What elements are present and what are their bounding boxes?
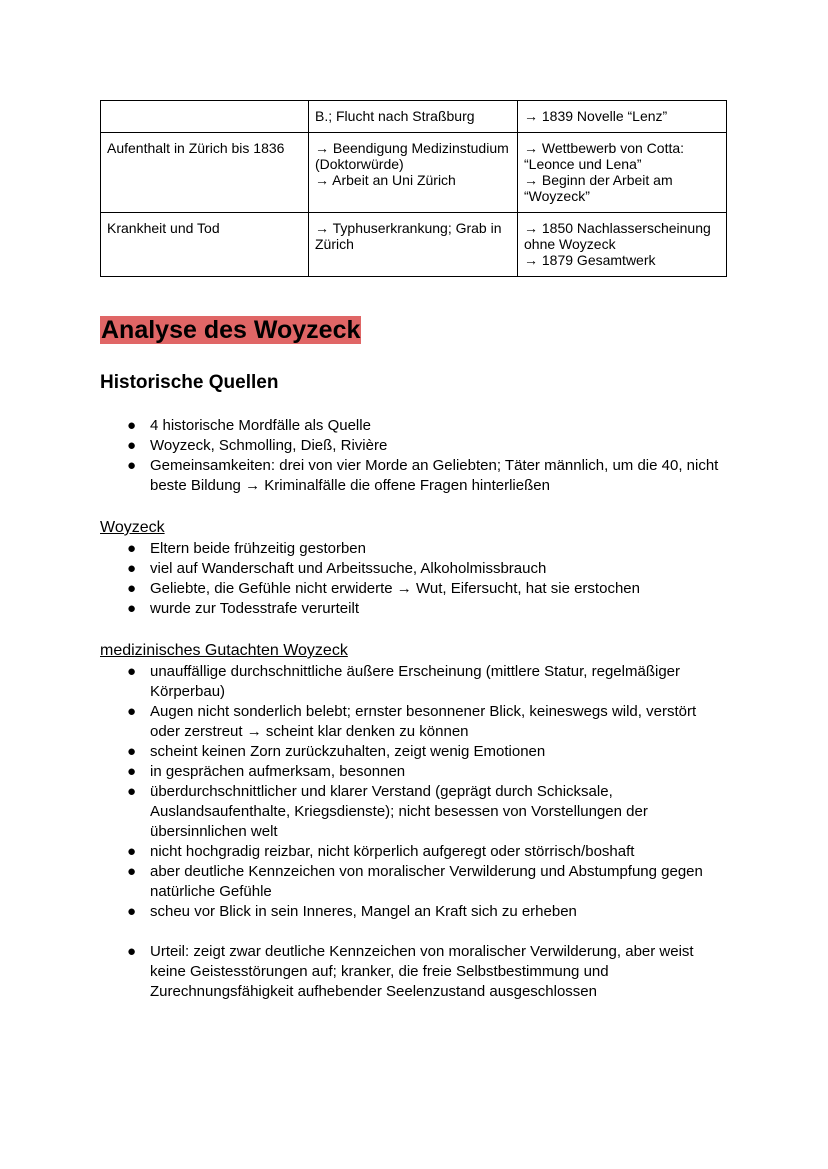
- table-row: [101, 213, 727, 277]
- table-cell: → 1839 Novelle “Lenz”: [518, 101, 727, 133]
- bullet-icon: ●: [127, 580, 137, 597]
- list-item: [100, 942, 725, 1002]
- list-spacer: [100, 922, 725, 942]
- list-item-text: Woyzeck, Schmolling, Dieß, Rivière: [150, 437, 388, 454]
- list-item: [100, 579, 725, 599]
- table-row: [101, 133, 727, 213]
- list-item-text: in gesprächen aufmerksam, besonnen: [150, 763, 406, 780]
- list-item-text: unauffällige durchschnittliche äußere Erscheinung (mittlere Statur, regelmäßiger Körperbau): [150, 663, 680, 700]
- list-item: [100, 702, 725, 742]
- bullet-icon: ●: [127, 437, 137, 454]
- section-heading: Historische Quellen: [100, 372, 279, 393]
- bullet-icon: ●: [127, 783, 137, 800]
- bullet-icon: ●: [127, 843, 137, 860]
- list-item-text: scheint keinen Zorn zurückzuhalten, zeigt wenig Emotionen: [150, 743, 546, 760]
- list-item-text: Augen nicht sonderlich belebt; ernster besonnener Blick, keineswegs wild, verstört oder zerstreut → scheint klar denken zu können: [150, 703, 697, 740]
- list-item-text: Eltern beide frühzeitig gestorben: [150, 540, 366, 557]
- list-item-text: aber deutliche Kennzeichen von moralischer Verwilderung und Abstumpfung gegen natürliche Gefühle: [150, 863, 703, 900]
- table-cell: → Typhuserkrankung; Grab in Zürich: [309, 213, 518, 277]
- list-item-text: scheu vor Blick in sein Inneres, Mangel an Kraft sich zu erheben: [150, 903, 577, 920]
- bullet-icon: ●: [127, 743, 137, 760]
- table-cell: [101, 101, 309, 133]
- main-heading: [100, 314, 361, 346]
- list-item: [100, 782, 725, 842]
- woyzeck-subheading: Woyzeck: [100, 519, 165, 536]
- table-cell: → Beendigung Medizinstudium (Doktorwürde) → Arbeit an Uni Zürich: [309, 133, 518, 213]
- list-item: [100, 539, 725, 559]
- main-heading-text: Analyse des Woyzeck: [101, 316, 361, 344]
- list-item-text: wurde zur Todesstrafe verurteilt: [150, 600, 359, 617]
- bullet-icon: ●: [127, 763, 137, 780]
- list-item-text: viel auf Wanderschaft und Arbeitssuche, Alkoholmissbrauch: [150, 560, 547, 577]
- table-cell: → 1850 Nachlasserscheinung ohne Woyzeck → 1879 Gesamtwerk: [518, 213, 727, 277]
- list-item: [100, 742, 725, 762]
- bullet-icon: ●: [127, 600, 137, 617]
- list-item: [100, 762, 725, 782]
- verdict-text: Urteil: zeigt zwar deutliche Kennzeichen von moralischer Verwilderung, aber weist keine Geistesstörungen auf; kranker, die freie Selbstbestimmung und Zurechnungsfähigkeit aufhebender Seelenzustand ausgeschlossen: [150, 943, 694, 1000]
- list-item: [100, 902, 725, 922]
- list-item-text: Geliebte, die Gefühle nicht erwiderte → Wut, Eifersucht, hat sie erstochen: [150, 580, 640, 597]
- list-item: [100, 842, 725, 862]
- list-item: [100, 599, 725, 619]
- bullet-icon: ●: [127, 663, 137, 680]
- sources-list: [100, 416, 725, 496]
- list-item-text: überdurchschnittlicher und klarer Verstand (geprägt durch Schicksale, Auslandsaufenthalte, Kriegsdienste); nicht besessen von Vorstellungen der übersinnlichen welt: [150, 783, 648, 840]
- list-item: [100, 416, 725, 436]
- bullet-icon: ●: [127, 703, 137, 720]
- bullet-icon: ●: [127, 863, 137, 880]
- bullet-icon: ●: [127, 540, 137, 557]
- bullet-icon: ●: [127, 417, 137, 434]
- gutachten-subheading: medizinisches Gutachten Woyzeck: [100, 642, 348, 659]
- bullet-icon: ●: [127, 457, 137, 474]
- list-item-text: nicht hochgradig reizbar, nicht körperlich aufgeregt oder störrisch/boshaft: [150, 843, 635, 860]
- bullet-icon: ●: [127, 903, 137, 920]
- table-cell: B.; Flucht nach Straßburg: [309, 101, 518, 133]
- list-item: [100, 862, 725, 902]
- table-cell: Krankheit und Tod: [101, 213, 309, 277]
- list-item-text: 4 historische Mordfälle als Quelle: [150, 417, 371, 434]
- biography-table: [100, 100, 727, 277]
- table-cell: → Wettbewerb von Cotta: “Leonce und Lena” → Beginn der Arbeit am “Woyzeck”: [518, 133, 727, 213]
- bullet-icon: ●: [127, 943, 137, 960]
- list-item: [100, 456, 725, 496]
- bullet-icon: ●: [127, 560, 137, 577]
- table-row: [101, 101, 727, 133]
- list-item: [100, 662, 725, 702]
- gutachten-list: [100, 662, 725, 1002]
- list-item: [100, 559, 725, 579]
- table-cell: Aufenthalt in Zürich bis 1836: [101, 133, 309, 213]
- list-item: [100, 436, 725, 456]
- woyzeck-list: [100, 539, 725, 619]
- list-item-text: Gemeinsamkeiten: drei von vier Morde an Geliebten; Täter männlich, um die 40, nicht beste Bildung → Kriminalfälle die offene Fragen hinterließen: [150, 457, 719, 494]
